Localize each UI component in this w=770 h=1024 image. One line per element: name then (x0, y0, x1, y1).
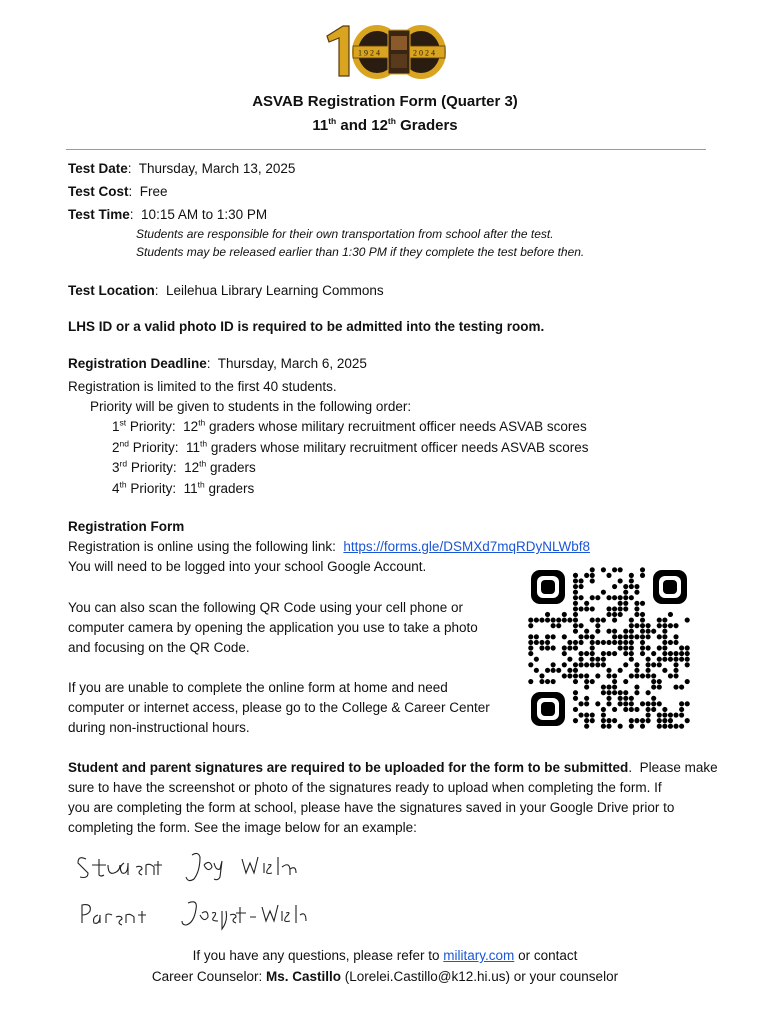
student-signature-example (72, 845, 312, 885)
deadline-row: Registration Deadline: Thursday, March 6, 2025 (68, 356, 367, 371)
test-cost-value: Free (139, 184, 168, 199)
priority-item: 1st Priority: 12th graders whose military recruitment officer needs ASVAB scores (112, 417, 587, 434)
signature-instructions-line: Student and parent signatures are required to be uploaded for the form to be submitted. Please make (68, 760, 718, 775)
registration-limit: Registration is limited to the first 40 students. (68, 379, 337, 394)
access-instruction-line: during non-instructional hours. (68, 720, 250, 735)
test-location-label: Test Location (68, 283, 155, 298)
registration-link[interactable]: https://forms.gle/DSMXd7mqRDyNLWbf8 (343, 539, 590, 554)
qr-instruction-line: computer camera by opening the application you use to take a photo (68, 620, 478, 635)
test-cost-label: Test Cost (68, 184, 129, 199)
signature-instructions-line: sure to have the screenshot or photo of the signatures ready to upload when completing the form. If (68, 780, 662, 795)
online-registration-line: Registration is online using the following link: https://forms.gle/DSMXd7mqRDyNLWbf8 (68, 539, 590, 554)
test-time-label: Test Time (68, 207, 130, 222)
centennial-logo (325, 22, 447, 82)
logo-year-left: 1924 (358, 48, 382, 58)
deadline-label: Registration Deadline (68, 356, 207, 371)
form-title: ASVAB Registration Form (Quarter 3) (252, 93, 518, 110)
parent-signature-example (72, 893, 312, 933)
test-time-value: 10:15 AM to 1:30 PM (141, 207, 268, 222)
signature-instructions-line: completing the form. See the image below for an example: (68, 820, 417, 835)
id-requirement: LHS ID or a valid photo ID is required to be admitted into the testing room. (68, 319, 545, 334)
counselor-name: Ms. Castillo (265, 969, 341, 984)
qr-instruction-line: and focusing on the QR Code. (68, 640, 250, 655)
footer-questions-line: If you have any questions, please refer to military.com or contact (192, 948, 578, 963)
transport-note: Students are responsible for their own transportation from school after the test. (136, 227, 554, 241)
test-location-value: Leilehua Library Learning Commons (166, 283, 384, 298)
test-location-row: Test Location: Leilehua Library Learning Commons (68, 283, 384, 298)
test-date-label: Test Date (68, 161, 128, 176)
logo-year-right: 2024 (413, 48, 437, 58)
early-release-note: Students may be released earlier than 1:30 PM if they complete the test before then. (136, 245, 585, 259)
military-com-link[interactable]: military.com (443, 948, 515, 963)
priority-item: 4th Priority: 11th graders (112, 479, 255, 496)
qr-instruction-line: You can also scan the following QR Code using your cell phone or (68, 600, 463, 615)
signature-instructions-line: you are completing the form at school, please have the signatures saved in your Google Drive prior to (68, 800, 675, 815)
access-instruction-line: computer or internet access, please go to the College & Career Center (68, 700, 490, 715)
test-time-row: Test Time: 10:15 AM to 1:30 PM (68, 207, 268, 222)
form-subtitle: 11th and 12th Graders (312, 116, 458, 134)
deadline-value: Thursday, March 6, 2025 (217, 356, 367, 371)
header-divider (66, 149, 706, 150)
test-cost-row: Test Cost: Free (68, 184, 168, 199)
footer-counselor-line: Career Counselor: Ms. Castillo (Lorelei.Castillo@k12.hi.us) or your counselor (151, 969, 619, 984)
priority-item: 2nd Priority: 11th graders whose military recruitment officer needs ASVAB scores (112, 438, 589, 455)
priority-item: 3rd Priority: 12th graders (112, 458, 256, 475)
priority-intro: Priority will be given to students in the following order: (90, 399, 412, 414)
test-date-value: Thursday, March 13, 2025 (138, 161, 296, 176)
access-instruction-line: If you are unable to complete the online form at home and need (68, 680, 448, 695)
login-note: You will need to be logged into your school Google Account. (68, 559, 427, 574)
test-date-row: Test Date: Thursday, March 13, 2025 (68, 161, 296, 176)
signature-requirement: Student and parent signatures are required to be uploaded for the form to be submitted (68, 760, 629, 775)
registration-qr-code[interactable] (528, 567, 690, 729)
registration-form-heading: Registration Form (68, 519, 185, 534)
